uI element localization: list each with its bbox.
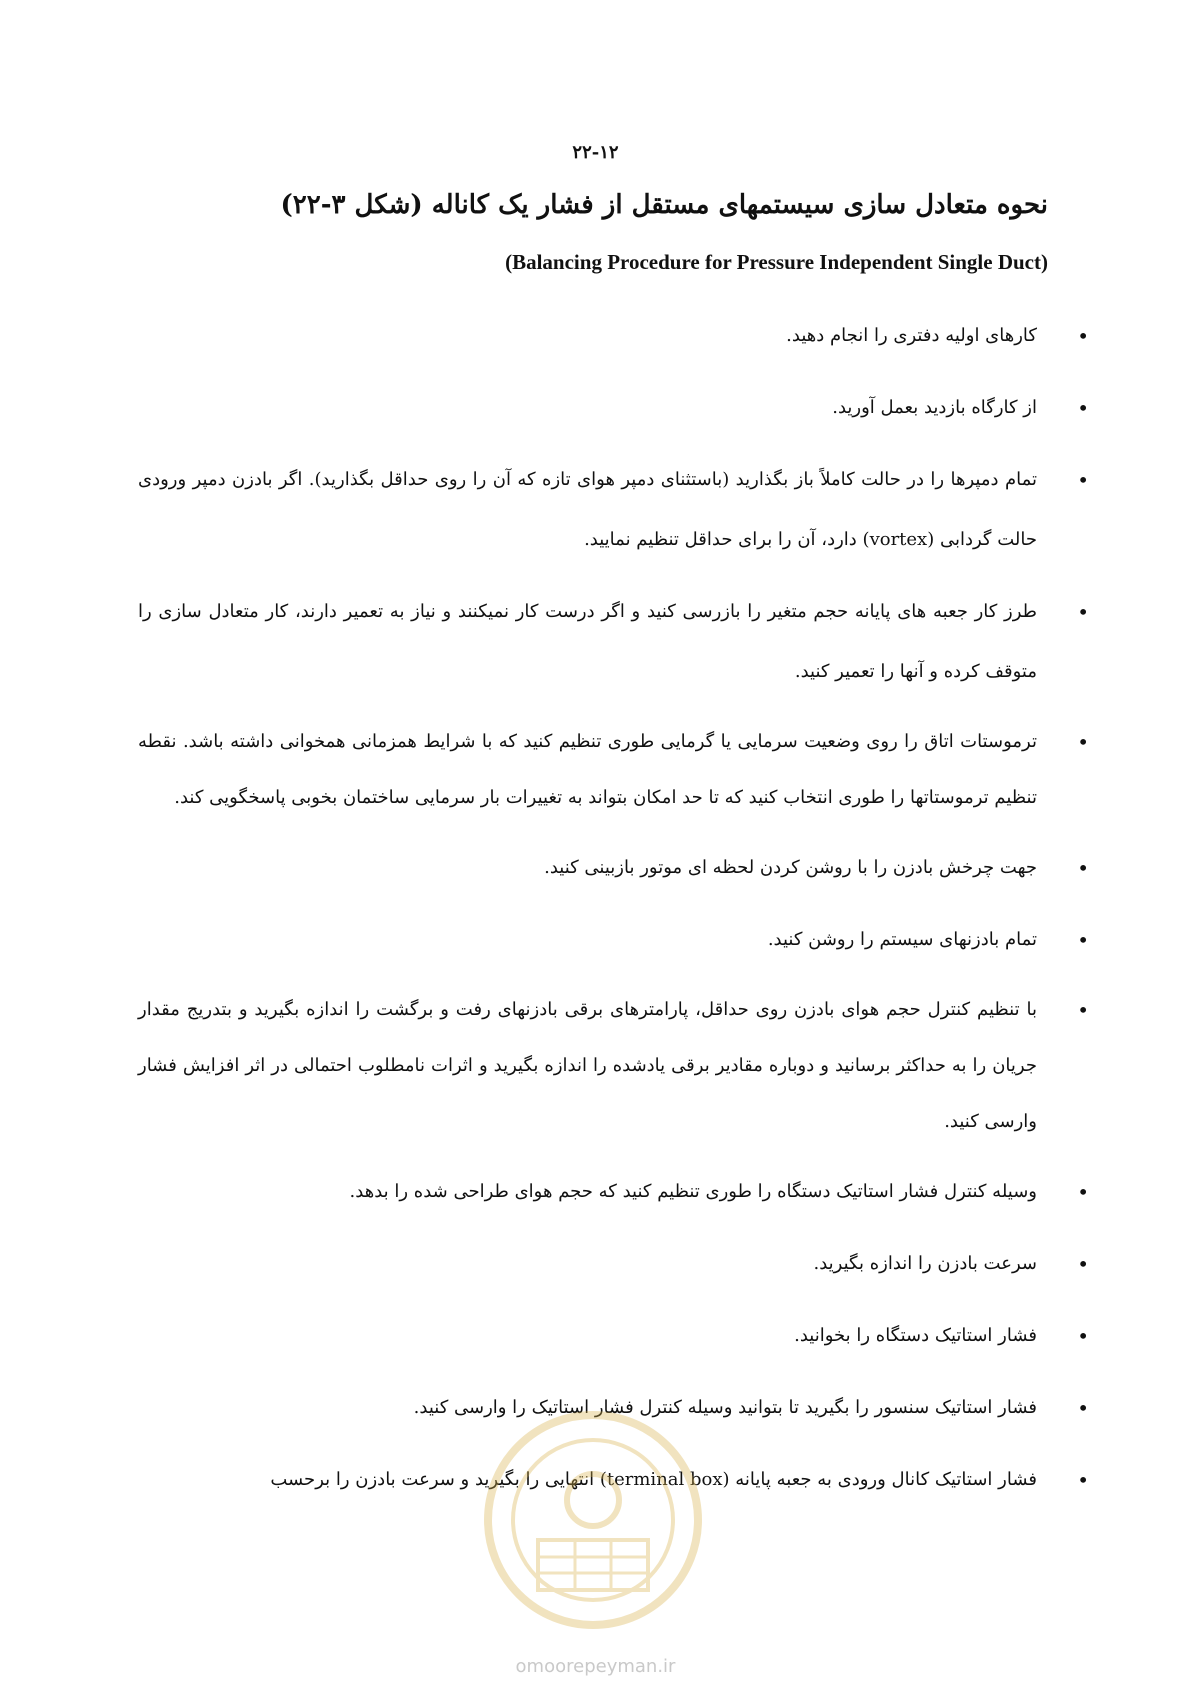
- list-item: [138, 838, 1089, 898]
- bullet-icon: •: [1077, 468, 1089, 492]
- page-number: ۲۲-۱۲: [572, 142, 619, 163]
- title-english: (Balancing Procedure for Pressure Independent Single Duct): [505, 250, 1048, 274]
- list-item: [138, 306, 1089, 366]
- list-item-text: فشار استاتیک کانال ورودی به جعبه پایانه (terminal box) انتهایی را بگیرید و سرعت بادزن را برحسب: [270, 1469, 1037, 1490]
- list-item-text: سرعت بادزن را اندازه بگیرید.: [813, 1253, 1037, 1274]
- list-item: [138, 1234, 1089, 1294]
- list-item: [138, 1162, 1089, 1222]
- list-item-text: جهت چرخش بادزن را با روشن کردن لحظه ای موتور بازبینی کنید.: [544, 857, 1037, 878]
- procedure-list: [138, 306, 1089, 1522]
- watermark-text: omoorepeyman.ir: [515, 1656, 676, 1677]
- list-item: [138, 450, 1089, 570]
- bullet-icon: •: [1077, 1252, 1089, 1276]
- bullet-icon: •: [1077, 1396, 1089, 1420]
- bullet-icon: •: [1077, 600, 1089, 624]
- list-item-text: ترموستات اتاق را روی وضعیت سرمایی یا گرمایی طوری تنظیم کنید که با شرایط همزمانی همخوانی داشته باشد. نقطه تنظیم ترموستاتها را طوری انتخاب کنید که تا حد امکان بتواند به تغییرات بار سرمایی ساختمان بخوبی پاسخگویی کند.: [138, 731, 1037, 808]
- list-item-text: تمام بادزنهای سیستم را روشن کنید.: [767, 929, 1037, 950]
- title-persian: نحوه متعادل سازی سیستمهای مستقل از فشار یک کاناله (شکل ۳-۲۲): [280, 190, 1048, 220]
- watermark-logo-icon: [478, 1405, 708, 1635]
- list-item-text: از کارگاه بازدید بعمل آورید.: [832, 397, 1037, 418]
- list-item-text: تمام دمپرها را در حالت کاملاً باز بگذارید (باستثنای دمپر هوای تازه که آن را روی حداقل بگذارید). اگر بادزن دمپر ورودی حالت گردابی (vortex) دارد، آن را برای حداقل تنظیم نمایید.: [138, 469, 1037, 550]
- list-item: [138, 982, 1089, 1150]
- bullet-icon: •: [1077, 396, 1089, 420]
- list-item: [138, 378, 1089, 438]
- bullet-icon: •: [1077, 998, 1089, 1022]
- list-item-text: با تنظیم کنترل حجم هوای بادزن روی حداقل، پارامترهای برقی بادزنهای رفت و برگشت را اندازه بگیرید و بتدریج مقدار جریان را به حداکثر برسانید و دوباره مقادیر برقی یادشده را اندازه بگیرید و اثرات نامطلوب احتمالی در اثر افزایش فشار وارسی کنید.: [138, 999, 1037, 1132]
- list-item-text: کارهای اولیه دفتری را انجام دهید.: [786, 325, 1037, 346]
- list-item-text: فشار استاتیک سنسور را بگیرید تا بتوانید وسیله کنترل فشار استاتیک را وارسی کنید.: [413, 1397, 1037, 1418]
- list-item: [138, 582, 1089, 702]
- bullet-icon: •: [1077, 730, 1089, 754]
- list-item-text: وسیله کنترل فشار استاتیک دستگاه را طوری تنظیم کنید که حجم هوای طراحی شده را بدهد.: [349, 1181, 1037, 1202]
- bullet-icon: •: [1077, 928, 1089, 952]
- list-item-text: فشار استاتیک دستگاه را بخوانید.: [794, 1325, 1037, 1346]
- list-item-text: طرز کار جعبه های پایانه حجم متغیر را بازرسی کنید و اگر درست کار نمیکنند و نیاز به تعمیر دارند، کار متعادل سازی را متوقف کرده و آنها را تعمیر کنید.: [138, 601, 1037, 682]
- list-item: [138, 714, 1089, 826]
- bullet-icon: •: [1077, 1468, 1089, 1492]
- bullet-icon: •: [1077, 856, 1089, 880]
- list-item: [138, 910, 1089, 970]
- list-item: [138, 1306, 1089, 1366]
- bullet-icon: •: [1077, 324, 1089, 348]
- bullet-icon: •: [1077, 1324, 1089, 1348]
- bullet-icon: •: [1077, 1180, 1089, 1204]
